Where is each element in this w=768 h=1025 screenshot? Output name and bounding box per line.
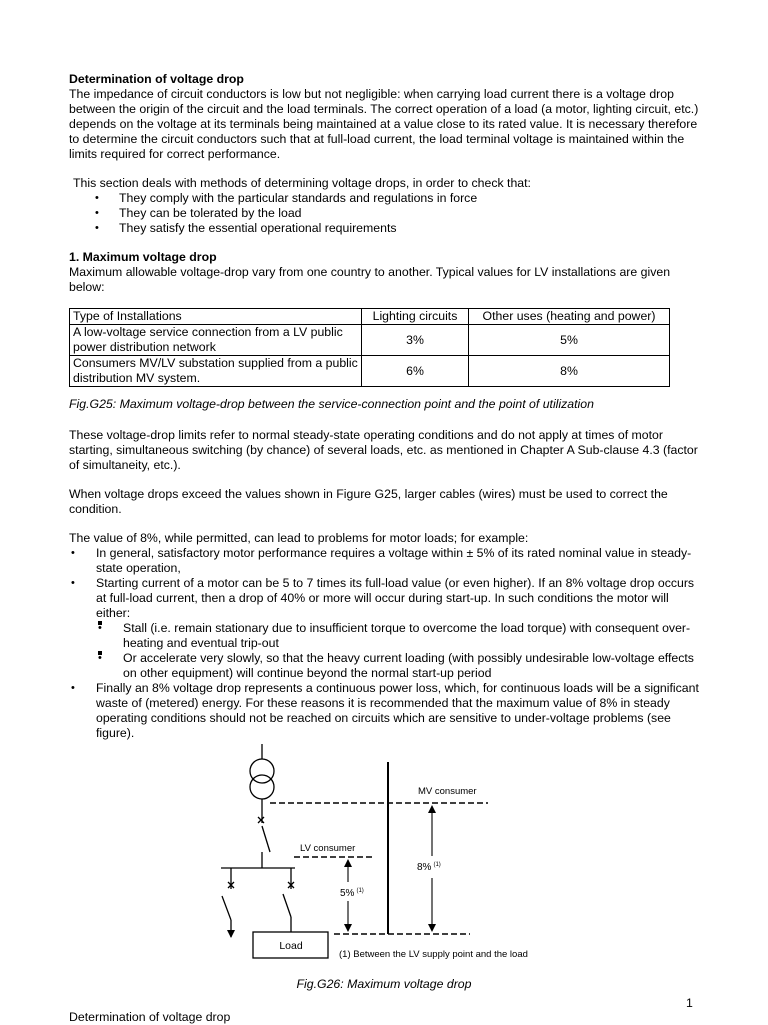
list-item xyxy=(69,546,699,576)
purpose-list xyxy=(69,191,699,236)
list-item xyxy=(69,681,699,741)
list-item xyxy=(69,576,699,681)
list-item: • They comply with the particular standards and regulations in force xyxy=(69,191,699,206)
table-header-cell: Lighting circuits xyxy=(362,309,469,325)
feeder-left-switch xyxy=(222,896,231,920)
table-header-cell: Other uses (heating and power) xyxy=(469,309,670,325)
page-footer: Determination of voltage drop xyxy=(69,1010,231,1024)
list-item-text: In general, satisfactory motor performance requires a voltage within ± 5% of its rated nominal value in steady-state operation, xyxy=(96,546,692,575)
pct-8-label: 8% $^{(1)}$ xyxy=(417,862,441,873)
max-drop-heading: 1. Maximum voltage drop xyxy=(69,250,217,264)
diagram-footnote: (1) Between the LV supply point and the load xyxy=(339,949,528,960)
table-row xyxy=(70,325,670,356)
table-cell: 6% xyxy=(362,356,469,387)
table-cell: 8% xyxy=(469,356,670,387)
mv-switch xyxy=(262,826,270,852)
page-number: 1 xyxy=(686,996,693,1010)
table-cell: 3% xyxy=(362,325,469,356)
sub-list-item: • Stall (i.e. remain stationary due to insufficient torque to overcome the load torque) with consequent over-heating and eventual trip-out xyxy=(96,621,699,651)
list-item: • They satisfy the essential operational requirements xyxy=(69,221,699,236)
feeder-right-switch xyxy=(283,894,291,917)
motor-problems-list xyxy=(69,546,699,741)
mv-consumer-label: MV consumer xyxy=(418,786,477,797)
motor-outcomes-list xyxy=(96,621,699,681)
breaker-cross-icon xyxy=(258,817,264,823)
pct-5-label: 5% $^{(1)}$ xyxy=(340,888,364,899)
voltage-drop-diagram xyxy=(216,742,556,964)
figure-g25-caption: Fig.G25: Maximum voltage-drop between the service-connection point and the point of utilization xyxy=(69,397,594,411)
table-row xyxy=(70,356,670,387)
table-cell: 5% xyxy=(469,325,670,356)
intro-paragraph: The impedance of circuit conductors is low but not negligible: when carrying load current there is a voltage drop between the origin of the circuit and the load terminals. The correct operation of a load (a motor, lighting circuit, etc.) depends on the voltage at its terminals being maintained at a value close to its rated value. It is necessary therefore to determine the circuit conductors such that at full-load current, the load terminal voltage is maintained within the limits required for correct performance. xyxy=(69,87,699,161)
list-item: • They can be tolerated by the load xyxy=(69,206,699,221)
list-item-text: Starting current of a motor can be 5 to 7 times its full-load value (or even higher). If an 8% voltage drop occurs at full-load current, then a drop of 40% or more will occur during start-up. In such conditions the motor will either: xyxy=(96,576,695,620)
voltage-drop-table xyxy=(69,308,670,387)
exceed-paragraph: When voltage drops exceed the values shown in Figure G25, larger cables (wires) must be used to correct the condition. xyxy=(69,487,668,516)
page-content xyxy=(69,72,699,741)
max-drop-paragraph: Maximum allowable voltage-drop vary from one country to another. Typical values for LV installations are given below: xyxy=(69,265,671,294)
load-label: Load xyxy=(279,940,303,952)
table-cell: Consumers MV/LV substation supplied from a public distribution MV system. xyxy=(70,356,362,387)
table-cell: A low-voltage service connection from a LV public power distribution network xyxy=(70,325,362,356)
section-purpose-text: This section deals with methods of determining voltage drops, in order to check that: xyxy=(73,176,531,190)
table-header-row xyxy=(70,309,670,325)
section-heading: Determination of voltage drop xyxy=(69,72,244,86)
figure-g26-caption: Fig.G26: Maximum voltage drop xyxy=(296,977,472,991)
transformer-symbol xyxy=(250,744,274,823)
list-item-text: Finally an 8% voltage drop represents a continuous power loss, which, for continuous loads will be a significant waste of (metered) energy. For these reasons it is recommended that the maximum value of 8% in steady operating conditions should not be reached on circuits which are sensitive to under-voltage problems (see figure). xyxy=(96,681,699,740)
table-header-cell: Type of Installations xyxy=(70,309,362,325)
lv-consumer-label: LV consumer xyxy=(300,843,356,854)
eight-percent-paragraph: The value of 8%, while permitted, can lead to problems for motor loads; for example: xyxy=(69,531,529,545)
limits-paragraph: These voltage-drop limits refer to normal steady-state operating conditions and do not apply at times of motor starting, simultaneous switching (by chance) of several loads, etc. as mentioned in Chapter A Sub-clause 4.3 (factor of simultaneity, etc.). xyxy=(69,428,698,472)
sub-list-item: • Or accelerate very slowly, so that the heavy current loading (with possibly undesirable low-voltage effects on other equipment) will continue beyond the normal start-up period xyxy=(96,651,699,681)
